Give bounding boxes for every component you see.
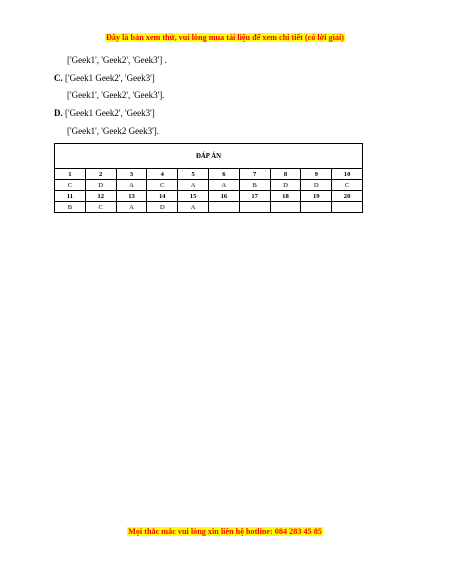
answer-cell: A bbox=[178, 180, 209, 191]
answer-cell bbox=[239, 202, 270, 213]
answer-cell: A bbox=[116, 180, 147, 191]
question-number: 3 bbox=[116, 169, 147, 180]
option-text: ['Geek1', 'Geek2', 'Geek3'] . bbox=[67, 55, 167, 65]
answer-cell: D bbox=[147, 202, 178, 213]
question-number: 7 bbox=[239, 169, 270, 180]
option-d-label: D. bbox=[54, 108, 63, 118]
question-number: 11 bbox=[55, 191, 86, 202]
option-c-text: ['Geek1 Geek2', 'Geek3'] bbox=[65, 73, 155, 83]
answer-cell: D bbox=[301, 180, 332, 191]
question-number: 16 bbox=[208, 191, 239, 202]
question-number: 19 bbox=[301, 191, 332, 202]
question-number: 4 bbox=[147, 169, 178, 180]
answer-cell bbox=[332, 202, 363, 213]
answer-cell: C bbox=[55, 180, 86, 191]
question-option-line bbox=[67, 90, 164, 101]
answer-cell bbox=[301, 202, 332, 213]
answer-key-title: ĐÁP ÁN bbox=[55, 144, 363, 169]
answer-cell: B bbox=[55, 202, 86, 213]
option-d bbox=[54, 108, 155, 119]
question-number: 13 bbox=[116, 191, 147, 202]
option-c-label: C. bbox=[54, 73, 63, 83]
question-option-line bbox=[67, 126, 159, 137]
question-number: 6 bbox=[208, 169, 239, 180]
option-d-text: ['Geek1 Geek2', 'Geek3'] bbox=[65, 108, 155, 118]
answer-cell: C bbox=[147, 180, 178, 191]
answer-cell: A bbox=[208, 180, 239, 191]
option-text: ['Geek1', 'Geek2 Geek3']. bbox=[67, 126, 159, 136]
option-text: ['Geek1', 'Geek2', 'Geek3']. bbox=[67, 90, 165, 100]
preview-notice-banner bbox=[0, 27, 450, 45]
answer-key-table bbox=[54, 143, 363, 213]
question-number: 1 bbox=[55, 169, 86, 180]
answer-cell: C bbox=[332, 180, 363, 191]
hotline-notice-banner bbox=[0, 521, 450, 539]
question-number: 17 bbox=[239, 191, 270, 202]
answer-cell: D bbox=[270, 180, 301, 191]
option-c bbox=[54, 73, 155, 84]
question-number: 2 bbox=[85, 169, 116, 180]
question-option-line bbox=[67, 55, 167, 66]
answer-cell: B bbox=[239, 180, 270, 191]
question-number: 5 bbox=[178, 169, 209, 180]
question-number: 9 bbox=[301, 169, 332, 180]
hotline-notice-text: Mọi thắc mắc vui lòng xin liên hệ hotline: 084 283 45 85 bbox=[128, 527, 322, 536]
preview-notice-text: Đây là bản xem thử, vui lòng mua tài liệu để xem chi tiết (có lời giải) bbox=[105, 33, 344, 42]
question-number: 20 bbox=[332, 191, 363, 202]
question-number: 10 bbox=[332, 169, 363, 180]
answer-cell bbox=[270, 202, 301, 213]
answer-cell bbox=[208, 202, 239, 213]
question-number: 18 bbox=[270, 191, 301, 202]
question-number: 8 bbox=[270, 169, 301, 180]
question-number: 14 bbox=[147, 191, 178, 202]
answer-cell: C bbox=[85, 202, 116, 213]
question-number: 15 bbox=[178, 191, 209, 202]
answer-cell: D bbox=[85, 180, 116, 191]
answer-cell: A bbox=[116, 202, 147, 213]
question-number: 12 bbox=[85, 191, 116, 202]
answer-cell: A bbox=[178, 202, 209, 213]
